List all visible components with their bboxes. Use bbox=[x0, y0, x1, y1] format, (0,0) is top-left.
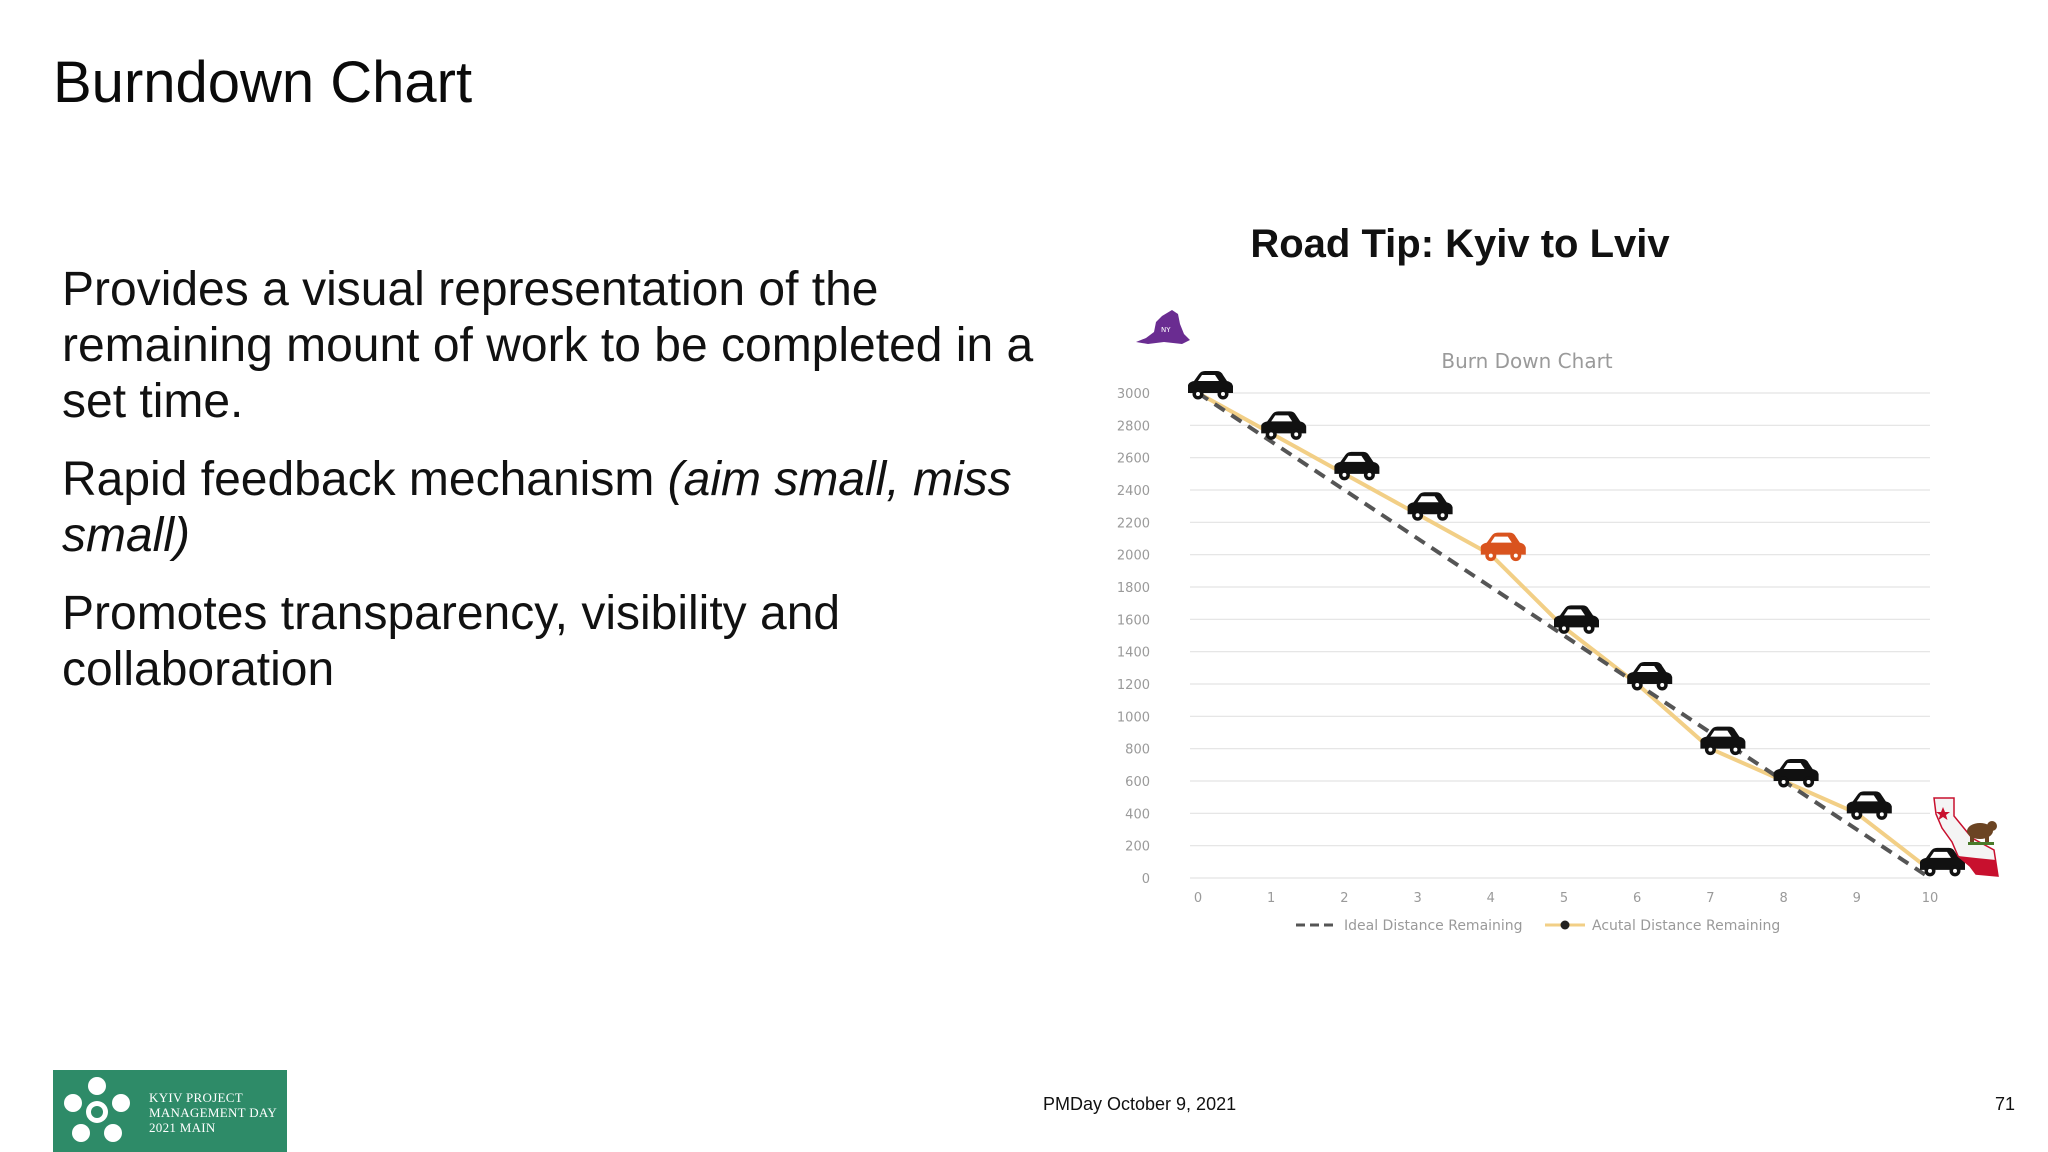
car-icon bbox=[1627, 662, 1672, 691]
svg-text:NY: NY bbox=[1161, 326, 1171, 334]
page-number: 71 bbox=[1994, 1094, 2015, 1114]
y-tick-label: 800 bbox=[1125, 742, 1150, 758]
slide-title: Burndown Chart bbox=[53, 50, 473, 115]
x-tick-label: 7 bbox=[1706, 891, 1715, 906]
logo-flower-icon bbox=[53, 1070, 143, 1152]
car-icon bbox=[1334, 452, 1379, 481]
chart-title: Burn Down Chart bbox=[1441, 349, 1613, 373]
x-tick-label: 10 bbox=[1921, 891, 1939, 906]
y-tick-label: 0 bbox=[1141, 872, 1150, 887]
y-tick-label: 3000 bbox=[1116, 387, 1150, 402]
bullet-text: Promotes transparency, visibility and collaboration bbox=[62, 587, 841, 696]
car-icon bbox=[1188, 371, 1233, 400]
chart-heading: Road Tip: Kyiv to Lviv bbox=[1250, 222, 1670, 266]
logo-line: KYIV PROJECT bbox=[149, 1090, 244, 1105]
legend-label-actual: Acutal Distance Remaining bbox=[1592, 918, 1781, 934]
y-tick-label: 2800 bbox=[1116, 419, 1150, 435]
x-tick-label: 4 bbox=[1486, 891, 1495, 906]
bullet-italic: (aim small, miss small) bbox=[62, 453, 1012, 562]
y-tick-label: 600 bbox=[1125, 775, 1150, 790]
chart-legend bbox=[1296, 918, 1780, 934]
car-icon bbox=[1261, 411, 1306, 440]
y-tick-label: 1000 bbox=[1116, 710, 1150, 726]
logo-text bbox=[149, 1090, 277, 1135]
x-tick-label: 5 bbox=[1559, 891, 1569, 906]
car-icon bbox=[1774, 759, 1819, 788]
footer-date: PMDay October 9, 2021 bbox=[1043, 1094, 1237, 1114]
y-tick-label: 2200 bbox=[1116, 516, 1150, 532]
x-tick-label: 6 bbox=[1633, 891, 1642, 906]
bullet-text: Provides a visual representation of the remaining mount of work to be completed in a set time. bbox=[62, 263, 1034, 428]
y-tick-label: 1200 bbox=[1116, 678, 1150, 693]
y-tick-label: 2400 bbox=[1116, 484, 1150, 499]
car-icon bbox=[1554, 605, 1599, 634]
x-tick-label: 1 bbox=[1267, 891, 1276, 906]
kyiv-pmday-logo bbox=[53, 1070, 287, 1152]
x-tick-label: 2 bbox=[1340, 891, 1349, 906]
x-tick-label: 0 bbox=[1193, 891, 1203, 906]
y-tick-label: 400 bbox=[1125, 807, 1150, 823]
y-tick-label: 1400 bbox=[1116, 645, 1150, 661]
new-york-state-icon bbox=[1136, 310, 1190, 344]
y-tick-label: 2600 bbox=[1116, 451, 1150, 467]
y-tick-label: 2000 bbox=[1116, 548, 1150, 564]
x-tick-label: 3 bbox=[1413, 891, 1422, 906]
logo-line: MANAGEMENT DAY bbox=[149, 1105, 278, 1120]
x-tick-label: 9 bbox=[1852, 891, 1861, 906]
ideal-distance-line bbox=[1198, 393, 1930, 878]
y-tick-label: 1600 bbox=[1116, 613, 1150, 629]
legend-label-ideal: Ideal Distance Remaining bbox=[1344, 918, 1523, 934]
car-icon bbox=[1408, 492, 1453, 521]
y-tick-label: 1800 bbox=[1116, 581, 1150, 596]
x-tick-label: 8 bbox=[1779, 891, 1788, 906]
chart-series bbox=[1198, 393, 1930, 878]
x-axis-ticks bbox=[1194, 891, 1938, 906]
bullet-text: Rapid feedback mechanism bbox=[62, 453, 668, 506]
chart-markers bbox=[1188, 371, 1965, 876]
car-icon bbox=[1847, 791, 1892, 820]
legend-marker-actual bbox=[1561, 921, 1570, 930]
logo-line: 2021 MAIN bbox=[149, 1120, 216, 1135]
y-tick-label: 200 bbox=[1125, 839, 1150, 855]
car-icon bbox=[1481, 533, 1526, 562]
y-axis-ticks bbox=[1117, 387, 1150, 887]
